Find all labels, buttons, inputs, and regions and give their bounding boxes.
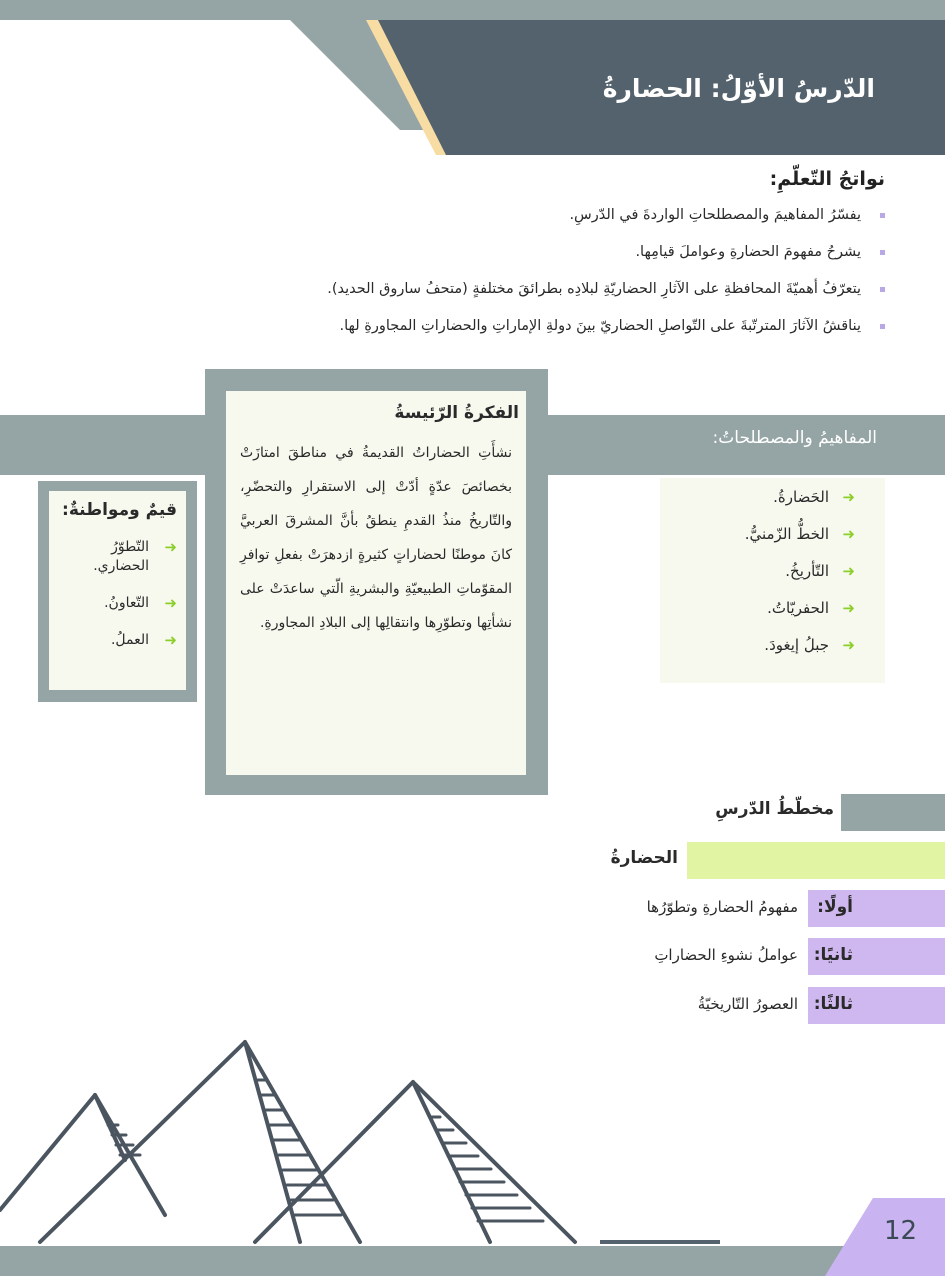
plan-row: [0, 938, 945, 975]
arrow-right-icon: ➜: [842, 599, 855, 617]
value-item: ➜ العملُ.: [110, 631, 177, 649]
plan-main-topic: الحضارةُ: [610, 848, 678, 868]
plan-title-bar: [841, 794, 945, 831]
outcome-item: يشرحُ مفهومَ الحضارةِ وعواملَ قيامِها.: [125, 243, 885, 280]
plan-row-text: عواملُ نشوءِ الحضاراتِ: [654, 946, 798, 964]
outcome-item: يتعرّفُ أهميّةَ المحافظةِ على الآثارِ الحضاريّةِ لبلادِه بطرائقَ مختلفةٍ (متحفُ ساروق الحديد).: [125, 280, 885, 317]
plan-row: [0, 890, 945, 927]
outcomes-title: نواتجُ التّعلّمِ:: [769, 168, 885, 190]
footer-strip: [0, 1246, 945, 1276]
concept-item: ➜ الخطُّ الزّمنيُّ.: [744, 525, 855, 543]
concept-item: ➜ التّأريخُ.: [785, 562, 855, 580]
values-title: قيمٌ ومواطنةٌ:: [62, 500, 177, 520]
plan-main-bar: [687, 842, 945, 879]
plan-row-text: مفهومُ الحضارةِ وتطوّرُها: [646, 898, 798, 916]
plan-row-text: العصورُ التّاريخيّةُ: [697, 995, 798, 1013]
concept-item: ➜ الحَضارةُ.: [773, 488, 855, 506]
page-number: 12: [884, 1216, 918, 1246]
pyramid-small-edge: [95, 1095, 125, 1160]
lesson-title: الدّرسُ الأوّلُ: الحضارةُ: [602, 74, 875, 103]
plan-row-label: ثالثًا:: [813, 994, 853, 1014]
pyramid-large-outline: [40, 1042, 360, 1242]
outcome-item: يناقشُ الآثارَ المترتّبةَ على التّواصلِ الحضاريّ بينَ دولةِ الإماراتِ والحضاراتِ المجاورةِ لها.: [125, 317, 885, 354]
arrow-right-icon: ➜: [842, 488, 855, 506]
outcomes-list: [125, 206, 885, 354]
concept-item: ➜ جبلُ إيغودَ.: [764, 636, 855, 654]
concepts-list: [745, 486, 855, 671]
plan-title: مخطّطُ الدّرسِ: [715, 799, 834, 819]
outcome-item: يفسّرُ المفاهيمَ والمصطلحاتِ الواردةَ في الدّرسِ.: [125, 206, 885, 243]
arrow-right-icon: ➜: [164, 594, 177, 612]
pyramid-stripes: [108, 1080, 543, 1221]
arrow-right-icon: ➜: [842, 562, 855, 580]
square-bullet-icon: [880, 250, 885, 255]
arrow-right-icon: ➜: [164, 538, 177, 556]
square-bullet-icon: [880, 324, 885, 329]
main-idea-text: نشأَتِ الحضاراتُ القديمةُ في مناطقَ امتازَتْ بخصائصَ عدّةٍ أدّتْ إلى الاستقرارِ والتحضّرِ، والتّاريخُ منذُ القدمِ ينطقُ بأنَّ المشرقَ العربيَّ كانَ موطنًا لحضاراتٍ كثيرةٍ ازدهرَتْ بفعلِ توافرِ المقوّماتِ الطبيعيّةِ والبشريةِ الّتي ساعدَتْ على نشأتِها وتطوّرِها وانتقالِها إلى البلادِ المجاورةِ.: [240, 445, 512, 631]
pyramid-right-outline: [255, 1082, 575, 1242]
arrow-right-icon: ➜: [164, 631, 177, 649]
plan-row-label: أولًا:: [817, 897, 853, 917]
pyramid-large-edge: [245, 1042, 300, 1242]
main-idea-title: الفكرةُ الرّئيسةُ: [394, 403, 519, 423]
values-list: [57, 538, 177, 668]
footer-dark-line: [600, 1236, 720, 1248]
plan-row: [0, 987, 945, 1024]
arrow-right-icon: ➜: [842, 636, 855, 654]
concept-item: ➜ الحفريّاتُ.: [767, 599, 855, 617]
concepts-title: المفاهيمُ والمصطلحاتُ:: [712, 428, 877, 448]
square-bullet-icon: [880, 213, 885, 218]
value-item: ➜ التّعاونُ.: [104, 594, 177, 612]
square-bullet-icon: [880, 287, 885, 292]
pyramids-illustration: [0, 1030, 945, 1276]
plan-row-label: ثانيًا:: [813, 945, 853, 965]
value-item: ➜ التّطوّرُ الحضاري.: [93, 538, 177, 574]
arrow-right-icon: ➜: [842, 525, 855, 543]
pyramid-right-edge: [413, 1082, 490, 1242]
